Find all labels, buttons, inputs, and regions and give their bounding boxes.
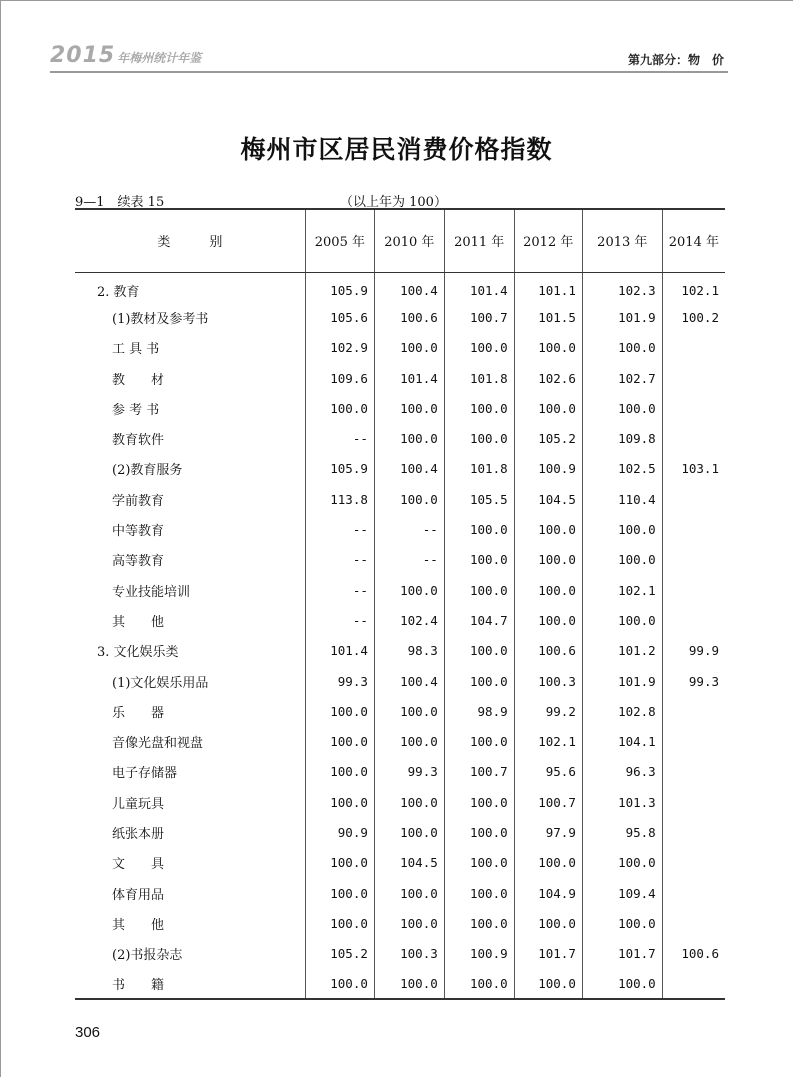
row-value-2005: 105.6	[305, 302, 374, 332]
table-row	[75, 575, 725, 605]
row-category: 其 他	[112, 614, 165, 630]
row-value-2005: 105.2	[305, 939, 374, 969]
row-value-2010: 100.0	[374, 484, 444, 514]
row-value-2010: 100.0	[374, 878, 444, 908]
row-value-2014: 99.9	[662, 636, 725, 666]
row-value-2005: 90.9	[305, 817, 374, 847]
row-value-2005: 113.8	[305, 484, 374, 514]
row-value-2010: 100.0	[374, 423, 444, 453]
row-value-2012: 102.1	[514, 726, 582, 756]
row-value-2014	[662, 787, 725, 817]
row-value-2005: 100.0	[305, 969, 374, 999]
row-value-2011: 100.0	[444, 848, 514, 878]
row-value-2014	[662, 545, 725, 575]
row-value-2012: 100.6	[514, 636, 582, 666]
row-value-2005: 101.4	[305, 636, 374, 666]
table-row	[75, 484, 725, 514]
row-value-2011: 100.7	[444, 302, 514, 332]
row-value-2013: 101.3	[582, 787, 662, 817]
column-header-2010: 2010 年	[374, 209, 444, 272]
row-value-2010: 100.0	[374, 333, 444, 363]
row-value-2011: 104.7	[444, 605, 514, 635]
unit-note: （以上年为 100）	[340, 195, 447, 210]
brand-name: 年梅州统计年鉴	[117, 51, 202, 65]
row-value-2010: 100.0	[374, 696, 444, 726]
row-value-2011: 105.5	[444, 484, 514, 514]
row-value-2013: 102.3	[582, 272, 662, 302]
row-value-2011: 100.0	[444, 878, 514, 908]
table-row	[75, 939, 725, 969]
row-value-2014	[662, 817, 725, 847]
row-value-2005: --	[305, 605, 374, 635]
row-value-2005: 100.0	[305, 848, 374, 878]
table-header-row	[75, 209, 725, 272]
row-value-2012: 100.9	[514, 454, 582, 484]
row-value-2011: 100.0	[444, 393, 514, 423]
row-value-2010: 102.4	[374, 605, 444, 635]
section-label: 第九部分：物 价	[627, 53, 724, 67]
row-value-2013: 100.0	[582, 545, 662, 575]
row-value-2013: 100.0	[582, 393, 662, 423]
table-row	[75, 302, 725, 332]
row-value-2014	[662, 363, 725, 393]
row-value-2010: 100.0	[374, 969, 444, 999]
row-value-2011: 100.0	[444, 333, 514, 363]
row-value-2010: 100.4	[374, 272, 444, 302]
table-row	[75, 636, 725, 666]
row-value-2013: 100.0	[582, 333, 662, 363]
row-value-2011: 100.0	[444, 545, 514, 575]
row-category: (2)教育服务	[112, 463, 183, 479]
row-value-2012: 100.0	[514, 393, 582, 423]
table-row	[75, 333, 725, 363]
row-value-2012: 97.9	[514, 817, 582, 847]
row-value-2013: 101.9	[582, 302, 662, 332]
row-category: 音像光盘和视盘	[112, 736, 204, 752]
row-value-2012: 100.3	[514, 666, 582, 696]
price-index-table	[75, 208, 725, 1000]
row-value-2005: --	[305, 545, 374, 575]
row-value-2010: 99.3	[374, 757, 444, 787]
row-value-2011: 101.8	[444, 363, 514, 393]
table-row	[75, 393, 725, 423]
row-value-2014	[662, 848, 725, 878]
table-row	[75, 545, 725, 575]
row-value-2010: 100.0	[374, 817, 444, 847]
row-value-2014	[662, 605, 725, 635]
row-value-2014	[662, 969, 725, 999]
row-value-2010: 100.4	[374, 666, 444, 696]
row-value-2011: 100.0	[444, 787, 514, 817]
row-category: 教育软件	[112, 433, 165, 449]
row-category: 专业技能培训	[112, 584, 191, 600]
row-value-2014	[662, 393, 725, 423]
column-header-2011: 2011 年	[444, 209, 514, 272]
row-category: 中等教育	[112, 524, 165, 540]
running-header	[50, 43, 728, 72]
row-value-2014: 103.1	[662, 454, 725, 484]
row-value-2005: 100.0	[305, 878, 374, 908]
row-value-2011: 100.0	[444, 817, 514, 847]
row-value-2005: 105.9	[305, 454, 374, 484]
table-row	[75, 272, 725, 302]
row-value-2012: 100.0	[514, 514, 582, 544]
row-value-2010: 100.6	[374, 302, 444, 332]
table-row	[75, 726, 725, 756]
page-title: 梅州市区居民消费价格指数	[240, 135, 553, 164]
row-category: 儿童玩具	[112, 796, 165, 812]
row-value-2014: 102.1	[662, 272, 725, 302]
row-value-2010: --	[374, 514, 444, 544]
row-value-2013: 96.3	[582, 757, 662, 787]
row-value-2011: 100.0	[444, 423, 514, 453]
row-value-2013: 102.1	[582, 575, 662, 605]
row-value-2011: 100.0	[444, 969, 514, 999]
row-category: 乐 器	[112, 705, 165, 721]
table-row	[75, 423, 725, 453]
row-value-2010: 100.0	[374, 908, 444, 938]
row-value-2012: 101.1	[514, 272, 582, 302]
row-category: (2)书报杂志	[112, 948, 183, 964]
page-number: 306	[75, 1024, 101, 1041]
row-value-2013: 100.0	[582, 908, 662, 938]
row-value-2014	[662, 908, 725, 938]
row-value-2012: 104.9	[514, 878, 582, 908]
table-row	[75, 514, 725, 544]
row-value-2011: 100.0	[444, 666, 514, 696]
row-value-2011: 100.7	[444, 757, 514, 787]
row-value-2010: 100.3	[374, 939, 444, 969]
row-value-2013: 102.8	[582, 696, 662, 726]
row-category: 书 籍	[75, 969, 305, 999]
row-value-2010: 100.0	[374, 575, 444, 605]
row-value-2014	[662, 333, 725, 363]
row-value-2012: 100.0	[514, 575, 582, 605]
row-value-2013: 102.7	[582, 363, 662, 393]
row-value-2005: 100.0	[305, 393, 374, 423]
row-category: 体育用品	[112, 887, 165, 903]
table-row	[75, 908, 725, 938]
row-value-2012: 100.0	[514, 605, 582, 635]
row-value-2011: 101.8	[444, 454, 514, 484]
row-value-2012: 102.6	[514, 363, 582, 393]
column-header-2005: 2005 年	[305, 209, 374, 272]
row-value-2014	[662, 878, 725, 908]
row-value-2010: 104.5	[374, 848, 444, 878]
row-value-2013: 101.7	[582, 939, 662, 969]
row-value-2014	[662, 514, 725, 544]
header-rule	[50, 71, 728, 73]
row-value-2010: 101.4	[374, 363, 444, 393]
row-value-2012: 100.0	[514, 333, 582, 363]
row-value-2014	[662, 575, 725, 605]
column-header-2012: 2012 年	[514, 209, 582, 272]
row-value-2014: 100.6	[662, 939, 725, 969]
row-value-2011: 101.4	[444, 272, 514, 302]
column-header-2014: 2014 年	[662, 209, 725, 272]
row-category: (1)教材及参考书	[112, 311, 209, 327]
row-category: (1)文化娱乐用品	[112, 675, 209, 691]
row-value-2013: 101.9	[582, 666, 662, 696]
column-header-2013: 2013 年	[582, 209, 662, 272]
row-value-2005: 100.0	[305, 787, 374, 817]
row-value-2010: --	[374, 545, 444, 575]
row-value-2013: 109.4	[582, 878, 662, 908]
row-category: 教 材	[112, 372, 165, 388]
row-value-2012: 105.2	[514, 423, 582, 453]
yearbook-brand	[50, 43, 201, 68]
row-value-2014	[662, 757, 725, 787]
row-value-2005: 100.0	[305, 696, 374, 726]
row-value-2014: 99.3	[662, 666, 725, 696]
row-value-2013: 95.8	[582, 817, 662, 847]
row-value-2011: 100.9	[444, 939, 514, 969]
row-value-2005: 100.0	[305, 757, 374, 787]
row-value-2012: 95.6	[514, 757, 582, 787]
row-value-2011: 98.9	[444, 696, 514, 726]
row-value-2014	[662, 484, 725, 514]
row-value-2011: 100.0	[444, 575, 514, 605]
row-value-2012: 100.0	[514, 848, 582, 878]
row-value-2012: 101.7	[514, 939, 582, 969]
row-category: 3. 文化娱乐类	[97, 645, 179, 661]
row-value-2013: 100.0	[582, 605, 662, 635]
row-value-2014: 100.2	[662, 302, 725, 332]
row-value-2013: 104.1	[582, 726, 662, 756]
row-value-2013: 102.5	[582, 454, 662, 484]
row-value-2005: --	[305, 423, 374, 453]
row-value-2012: 104.5	[514, 484, 582, 514]
row-value-2005: 102.9	[305, 333, 374, 363]
row-value-2014	[662, 726, 725, 756]
row-value-2013: 100.0	[582, 969, 662, 999]
row-value-2014	[662, 696, 725, 726]
row-category: 工 具 书	[112, 342, 160, 358]
row-value-2011: 100.0	[444, 726, 514, 756]
row-value-2005: 100.0	[305, 908, 374, 938]
table-row	[75, 787, 725, 817]
row-value-2005: 100.0	[305, 726, 374, 756]
brand-year: 2015	[50, 43, 116, 68]
row-value-2012: 99.2	[514, 696, 582, 726]
row-category: 电子存储器	[112, 766, 178, 782]
table-row	[75, 817, 725, 847]
row-value-2010: 100.0	[374, 726, 444, 756]
column-header-category: 类 别	[75, 209, 305, 272]
table-row	[75, 757, 725, 787]
row-value-2005: 99.3	[305, 666, 374, 696]
row-value-2013: 101.2	[582, 636, 662, 666]
page-border-top	[0, 0, 793, 1]
row-category: 其 他	[112, 917, 165, 933]
row-value-2011: 100.0	[444, 636, 514, 666]
row-value-2013: 109.8	[582, 423, 662, 453]
table-row	[75, 454, 725, 484]
row-category: 高等教育	[112, 554, 165, 570]
row-value-2005: --	[305, 514, 374, 544]
row-category: 文 具	[112, 857, 165, 873]
row-value-2005: 109.6	[305, 363, 374, 393]
row-value-2014	[662, 423, 725, 453]
row-value-2010: 100.0	[374, 787, 444, 817]
row-value-2011: 100.0	[444, 514, 514, 544]
table-row	[75, 878, 725, 908]
row-value-2010: 98.3	[374, 636, 444, 666]
row-value-2011: 100.0	[444, 908, 514, 938]
row-value-2012: 100.0	[514, 908, 582, 938]
table-row	[75, 605, 725, 635]
row-value-2012: 101.5	[514, 302, 582, 332]
row-category: 纸张本册	[112, 826, 165, 842]
row-value-2012: 100.7	[514, 787, 582, 817]
row-value-2010: 100.4	[374, 454, 444, 484]
row-category: 2. 教育	[97, 284, 140, 300]
row-value-2005: --	[305, 575, 374, 605]
table-row	[75, 848, 725, 878]
row-value-2013: 100.0	[582, 514, 662, 544]
row-value-2005: 105.9	[305, 272, 374, 302]
row-value-2012: 100.0	[514, 969, 582, 999]
table-row	[75, 969, 725, 999]
table-row	[75, 696, 725, 726]
row-category: 学前教育	[112, 493, 165, 509]
row-value-2012: 100.0	[514, 545, 582, 575]
table-label: 9—1 续表 15	[75, 195, 165, 210]
row-value-2010: 100.0	[374, 393, 444, 423]
table-row	[75, 666, 725, 696]
table-row	[75, 363, 725, 393]
row-value-2013: 110.4	[582, 484, 662, 514]
row-category: 参 考 书	[112, 402, 160, 418]
row-value-2013: 100.0	[582, 848, 662, 878]
